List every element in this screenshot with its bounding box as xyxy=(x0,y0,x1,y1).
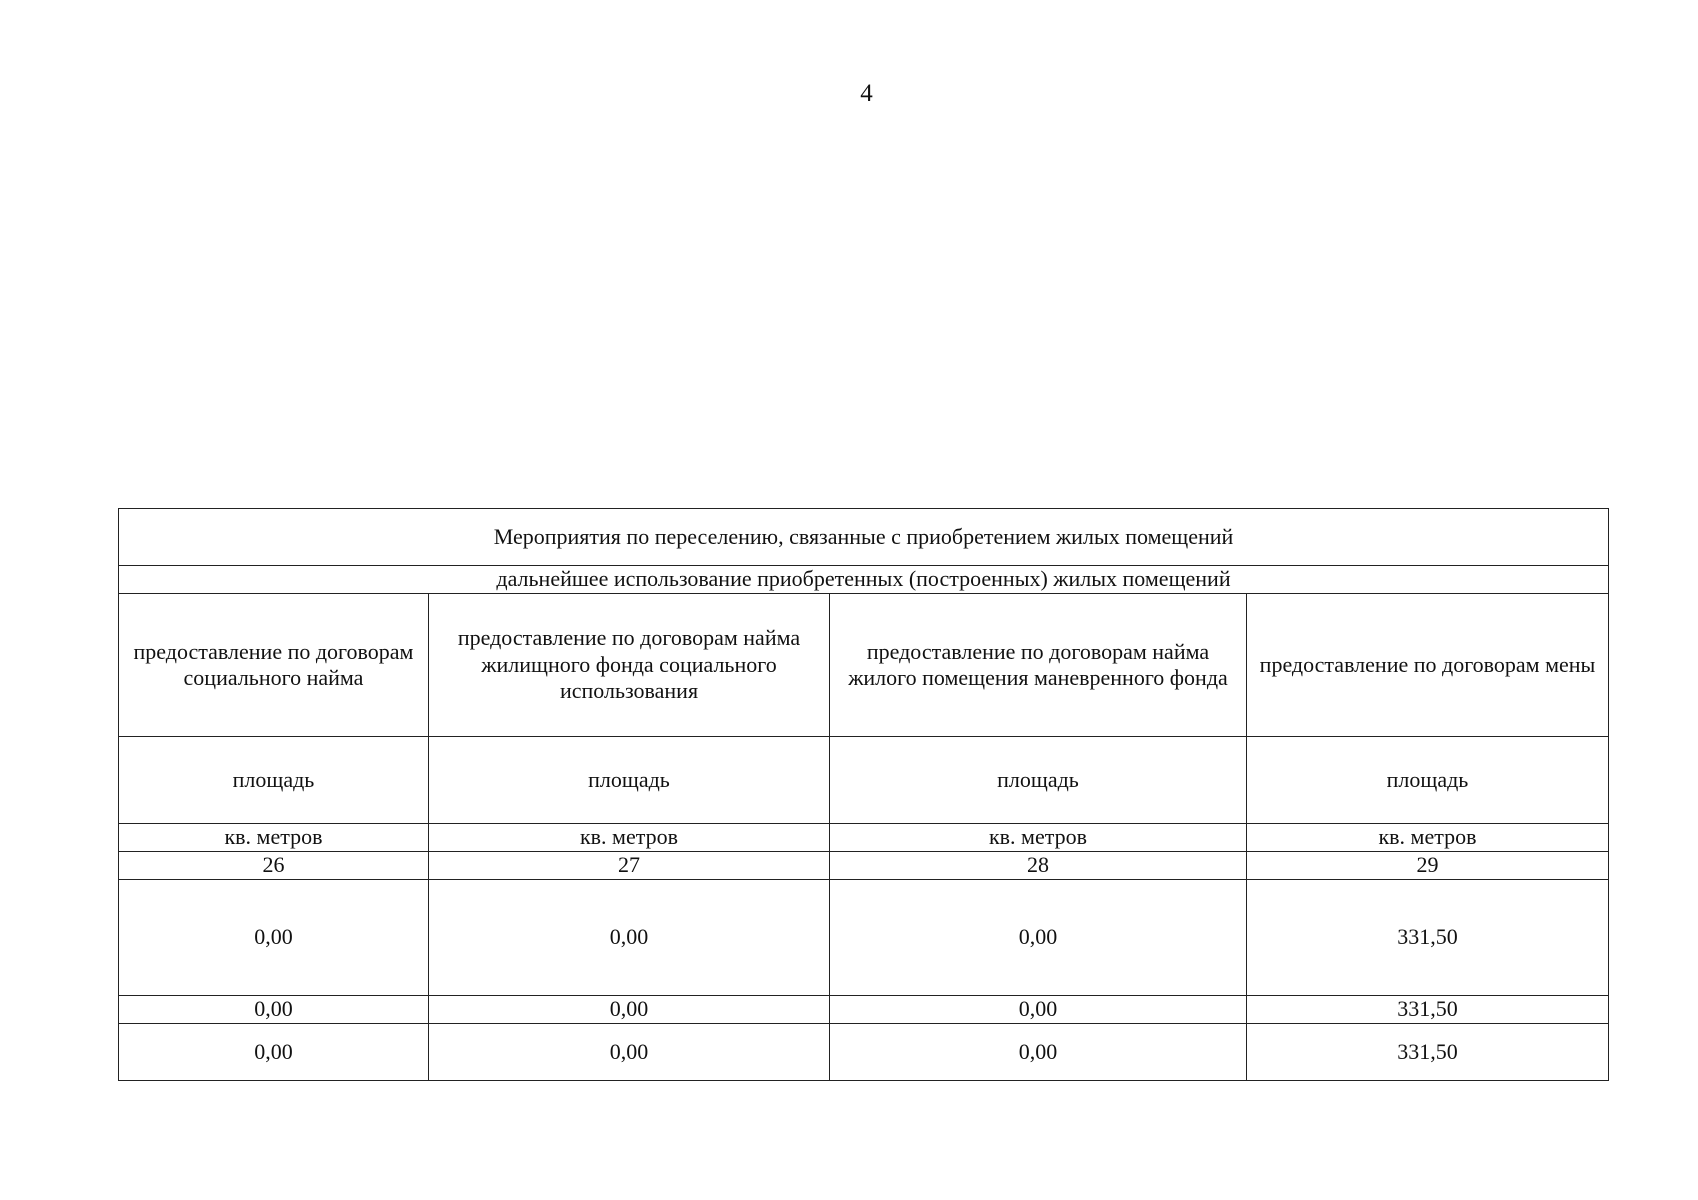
unit-label: кв. метров xyxy=(119,824,429,852)
table-title-row xyxy=(119,509,1609,566)
table-cell: 0,00 xyxy=(429,996,830,1024)
resettlement-table xyxy=(118,508,1609,1081)
table-cell: 0,00 xyxy=(119,880,429,996)
measure-label: площадь xyxy=(119,737,429,824)
column-header: предоставление по договорам мены xyxy=(1247,594,1609,737)
column-number: 28 xyxy=(830,852,1247,880)
table-cell: 0,00 xyxy=(830,880,1247,996)
table-cell: 0,00 xyxy=(119,996,429,1024)
unit-label: кв. метров xyxy=(429,824,830,852)
measure-label: площадь xyxy=(830,737,1247,824)
column-header: предоставление по договорам найма жилого помещения маневренного фонда xyxy=(830,594,1247,737)
measure-label: площадь xyxy=(429,737,830,824)
table-cell: 0,00 xyxy=(429,1024,830,1081)
table-cell: 331,50 xyxy=(1247,1024,1609,1081)
column-header-row xyxy=(119,594,1609,737)
column-header: предоставление по договорам найма жилищного фонда социального использования xyxy=(429,594,830,737)
column-header: предоставление по договорам социального найма xyxy=(119,594,429,737)
table-cell: 331,50 xyxy=(1247,996,1609,1024)
unit-label: кв. метров xyxy=(830,824,1247,852)
column-number: 27 xyxy=(429,852,830,880)
column-number: 26 xyxy=(119,852,429,880)
page-number: 4 xyxy=(860,80,873,107)
table-row xyxy=(119,880,1609,996)
column-number-row xyxy=(119,852,1609,880)
table-cell: 331,50 xyxy=(1247,880,1609,996)
table-cell: 0,00 xyxy=(830,996,1247,1024)
table-row xyxy=(119,1024,1609,1081)
measure-row xyxy=(119,737,1609,824)
unit-row xyxy=(119,824,1609,852)
table-cell: 0,00 xyxy=(119,1024,429,1081)
table-subtitle: дальнейшее использование приобретенных (построенных) жилых помещений xyxy=(119,566,1609,594)
table-title: Мероприятия по переселению, связанные с приобретением жилых помещений xyxy=(119,509,1609,566)
table-cell: 0,00 xyxy=(830,1024,1247,1081)
measure-label: площадь xyxy=(1247,737,1609,824)
column-number: 29 xyxy=(1247,852,1609,880)
table-cell: 0,00 xyxy=(429,880,830,996)
table-subtitle-row xyxy=(119,566,1609,594)
table-row xyxy=(119,996,1609,1024)
unit-label: кв. метров xyxy=(1247,824,1609,852)
